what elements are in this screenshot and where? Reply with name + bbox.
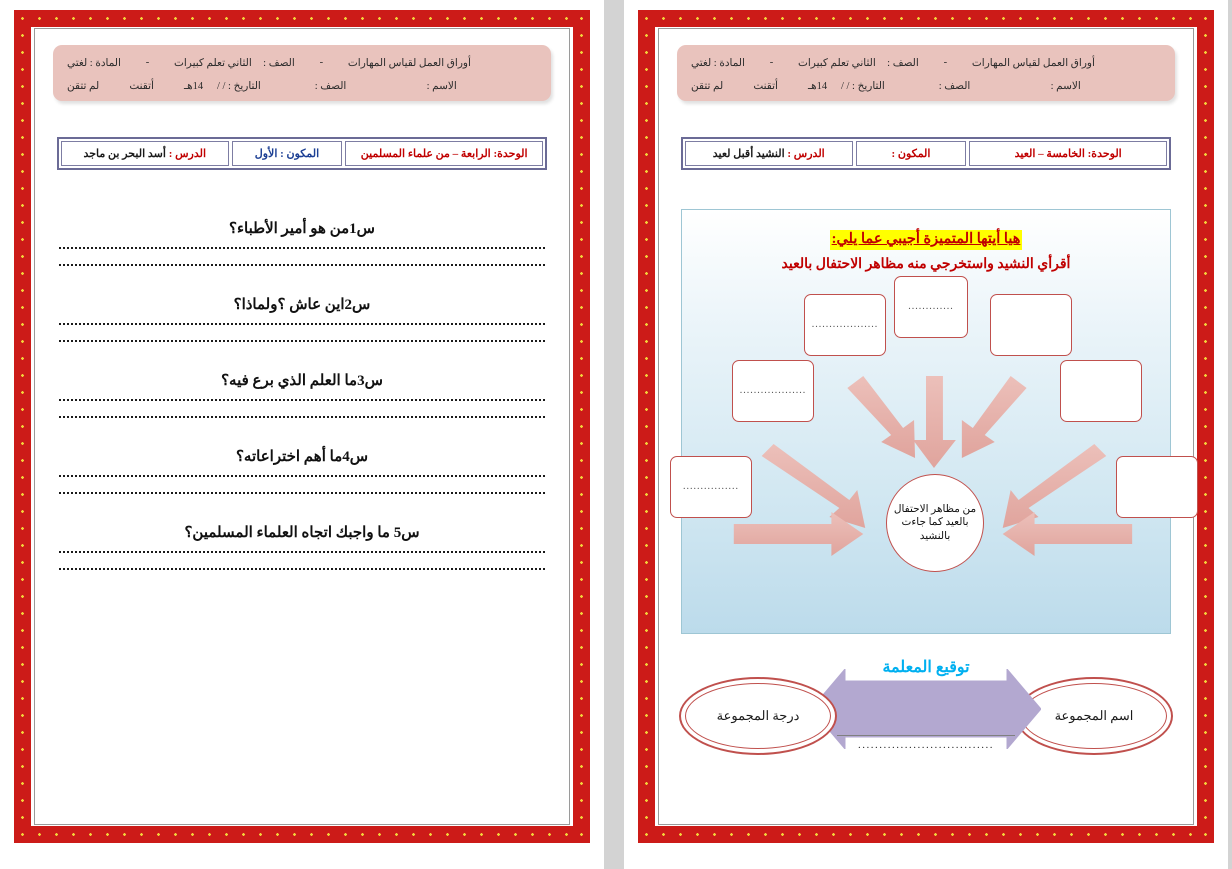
lesson-title: أسد البحر بن ماجد [83, 148, 166, 160]
answer-box-dots: ................... [739, 385, 807, 396]
header-not-mastered-label: لم تتقن [691, 80, 724, 92]
lesson-label: الدرس : [787, 148, 825, 160]
component-text: المكون : [891, 148, 931, 160]
double-arrow-icon [811, 669, 1041, 749]
unit-component-lesson-table [57, 137, 547, 170]
header-dash: - [943, 57, 948, 68]
question-text-2: س2اين عاش ؟ولماذا؟ [233, 297, 371, 313]
instruction-sub: أقرأي النشيد واستخرجي منه مظاهر الاحتفال بالعيد [781, 256, 1071, 272]
arrow-from-box-1 [913, 376, 956, 468]
answer-box-upper-left[interactable] [804, 294, 886, 356]
header-mastered-label: أتقنت [129, 80, 154, 92]
header-subject-label: المادة : لغتي [66, 57, 121, 69]
header-grade-value: الثاني تعلم كبيرات [798, 57, 876, 69]
floral-border-bottom-icon [14, 826, 590, 843]
answer-box-mid-left[interactable] [732, 360, 814, 422]
floral-border-top-icon [638, 10, 1214, 27]
lesson-cell [685, 141, 853, 166]
answer-line[interactable] [59, 492, 545, 494]
answer-box-mid-right[interactable] [1060, 360, 1142, 422]
lesson-label: الدرس : [168, 148, 207, 160]
radial-mind-map-diagram [682, 301, 1170, 628]
answer-box-bottom-left[interactable] [670, 456, 752, 518]
header-dash-2: - [145, 57, 150, 68]
header-grade-value: الثاني تعلم كبيرات [174, 57, 252, 69]
unit-cell [345, 141, 543, 166]
header-title: أوراق العمل لقياس المهارات [971, 57, 1095, 69]
arrow-from-box-3 [962, 376, 1027, 458]
header-row-top [691, 51, 1161, 74]
header-date-label: التاريخ : / / [840, 80, 885, 92]
floral-border-left-icon [14, 10, 31, 843]
answer-line[interactable] [59, 551, 545, 553]
answer-line[interactable] [59, 264, 545, 266]
signature-dotted-line[interactable]: ................................ [858, 739, 994, 751]
group-name-label: اسم المجموعة [1054, 708, 1134, 724]
header-grade-label: الصف : [887, 57, 919, 69]
group-score-label: درجة المجموعة [716, 708, 800, 724]
instruction-highlight-wrap [682, 230, 1170, 250]
answer-box-upper-right[interactable] [990, 294, 1072, 356]
header-dash-2: - [769, 57, 774, 68]
center-circle-text: من مظاهر الاحتفال بالعيد كما جاءت بالنشيد [893, 504, 977, 542]
unit-text: الوحدة: الرابعة – من علماء المسلمين [360, 148, 528, 160]
answer-line[interactable] [59, 340, 545, 342]
header-mastered-label: أتقنت [753, 80, 778, 92]
answer-line[interactable] [59, 247, 545, 249]
page-content-frame [658, 28, 1194, 825]
answer-box-bottom-right[interactable] [1116, 456, 1198, 518]
question-text-4: س4ما أهم اختراعاته؟ [235, 449, 369, 465]
teacher-signature-label: توقيع المعلمة [882, 659, 970, 676]
answer-box-top-center[interactable] [894, 276, 968, 338]
question-block-5 [57, 509, 547, 570]
instruction-block [682, 210, 1170, 274]
header-row-bottom [67, 74, 537, 97]
unit-cell [969, 141, 1167, 166]
component-text: المكون : الأول [254, 148, 320, 160]
activity-panel [681, 209, 1171, 634]
answer-box-dots: ................... [811, 319, 879, 330]
arrow-from-box-5 [1003, 444, 1107, 528]
arrow-from-box-4 [762, 444, 866, 528]
worksheet-page-right [624, 0, 1228, 869]
worksheet-page-left [0, 0, 604, 869]
header-grade-label: الصف : [263, 57, 295, 69]
instruction-highlight: هيا أيتها المتميزة أجيبي عما يلي: [830, 230, 1023, 250]
header-hijri-year: 14هـ [808, 80, 828, 92]
lesson-cell [61, 141, 229, 166]
question-block-2 [57, 281, 547, 342]
teacher-signature-block [811, 655, 1041, 780]
header-class-label: الصف : [938, 80, 971, 92]
question-block-3 [57, 357, 547, 418]
floral-border-left-icon [638, 10, 655, 843]
question-block-1 [57, 205, 547, 266]
answer-line[interactable] [59, 416, 545, 418]
worksheet-header-banner [677, 45, 1175, 101]
question-text-3: س3ما العلم الذي برع فيه؟ [221, 373, 383, 389]
header-name-label: الاسم : [426, 80, 457, 92]
header-class-label: الصف : [314, 80, 347, 92]
header-date-label: التاريخ : / / [216, 80, 261, 92]
question-block-4 [57, 433, 547, 494]
floral-border-right-icon [573, 10, 590, 843]
questions-list [57, 205, 547, 585]
component-cell [856, 141, 967, 166]
worksheet-header-banner [53, 45, 551, 101]
answer-box-dots: ............. [908, 301, 954, 312]
answer-line[interactable] [59, 399, 545, 401]
floral-border-right-icon [1197, 10, 1214, 843]
header-title: أوراق العمل لقياس المهارات [347, 57, 471, 69]
answer-line[interactable] [59, 323, 545, 325]
header-row-bottom [691, 74, 1161, 97]
page-content-frame [34, 28, 570, 825]
lesson-title: النشيد أقبل لعيد [712, 148, 785, 160]
answer-box-dots: ................ [683, 481, 739, 492]
header-dash: - [319, 57, 324, 68]
component-cell [232, 141, 343, 166]
header-row-top [67, 51, 537, 74]
header-subject-label: المادة : لغتي [690, 57, 745, 69]
arrow-from-box-2 [847, 376, 915, 458]
floral-border-top-icon [14, 10, 590, 27]
signature-rule [837, 735, 1015, 736]
signature-strip [673, 655, 1179, 785]
header-hijri-year: 14هـ [184, 80, 204, 92]
floral-border-bottom-icon [638, 826, 1214, 843]
group-score-oval[interactable] [679, 677, 837, 755]
answer-line[interactable] [59, 568, 545, 570]
diagram-center-circle [886, 474, 984, 572]
header-not-mastered-label: لم تتقن [67, 80, 100, 92]
question-text-5: س5 ما واجبك اتجاه العلماء المسلمين؟ [184, 525, 420, 541]
answer-line[interactable] [59, 475, 545, 477]
unit-text: الوحدة: الخامسة – العيد [1014, 148, 1122, 160]
header-name-label: الاسم : [1050, 80, 1081, 92]
unit-component-lesson-table [681, 137, 1171, 170]
question-text-1: س1من هو أمير الأطباء؟ [229, 221, 375, 237]
